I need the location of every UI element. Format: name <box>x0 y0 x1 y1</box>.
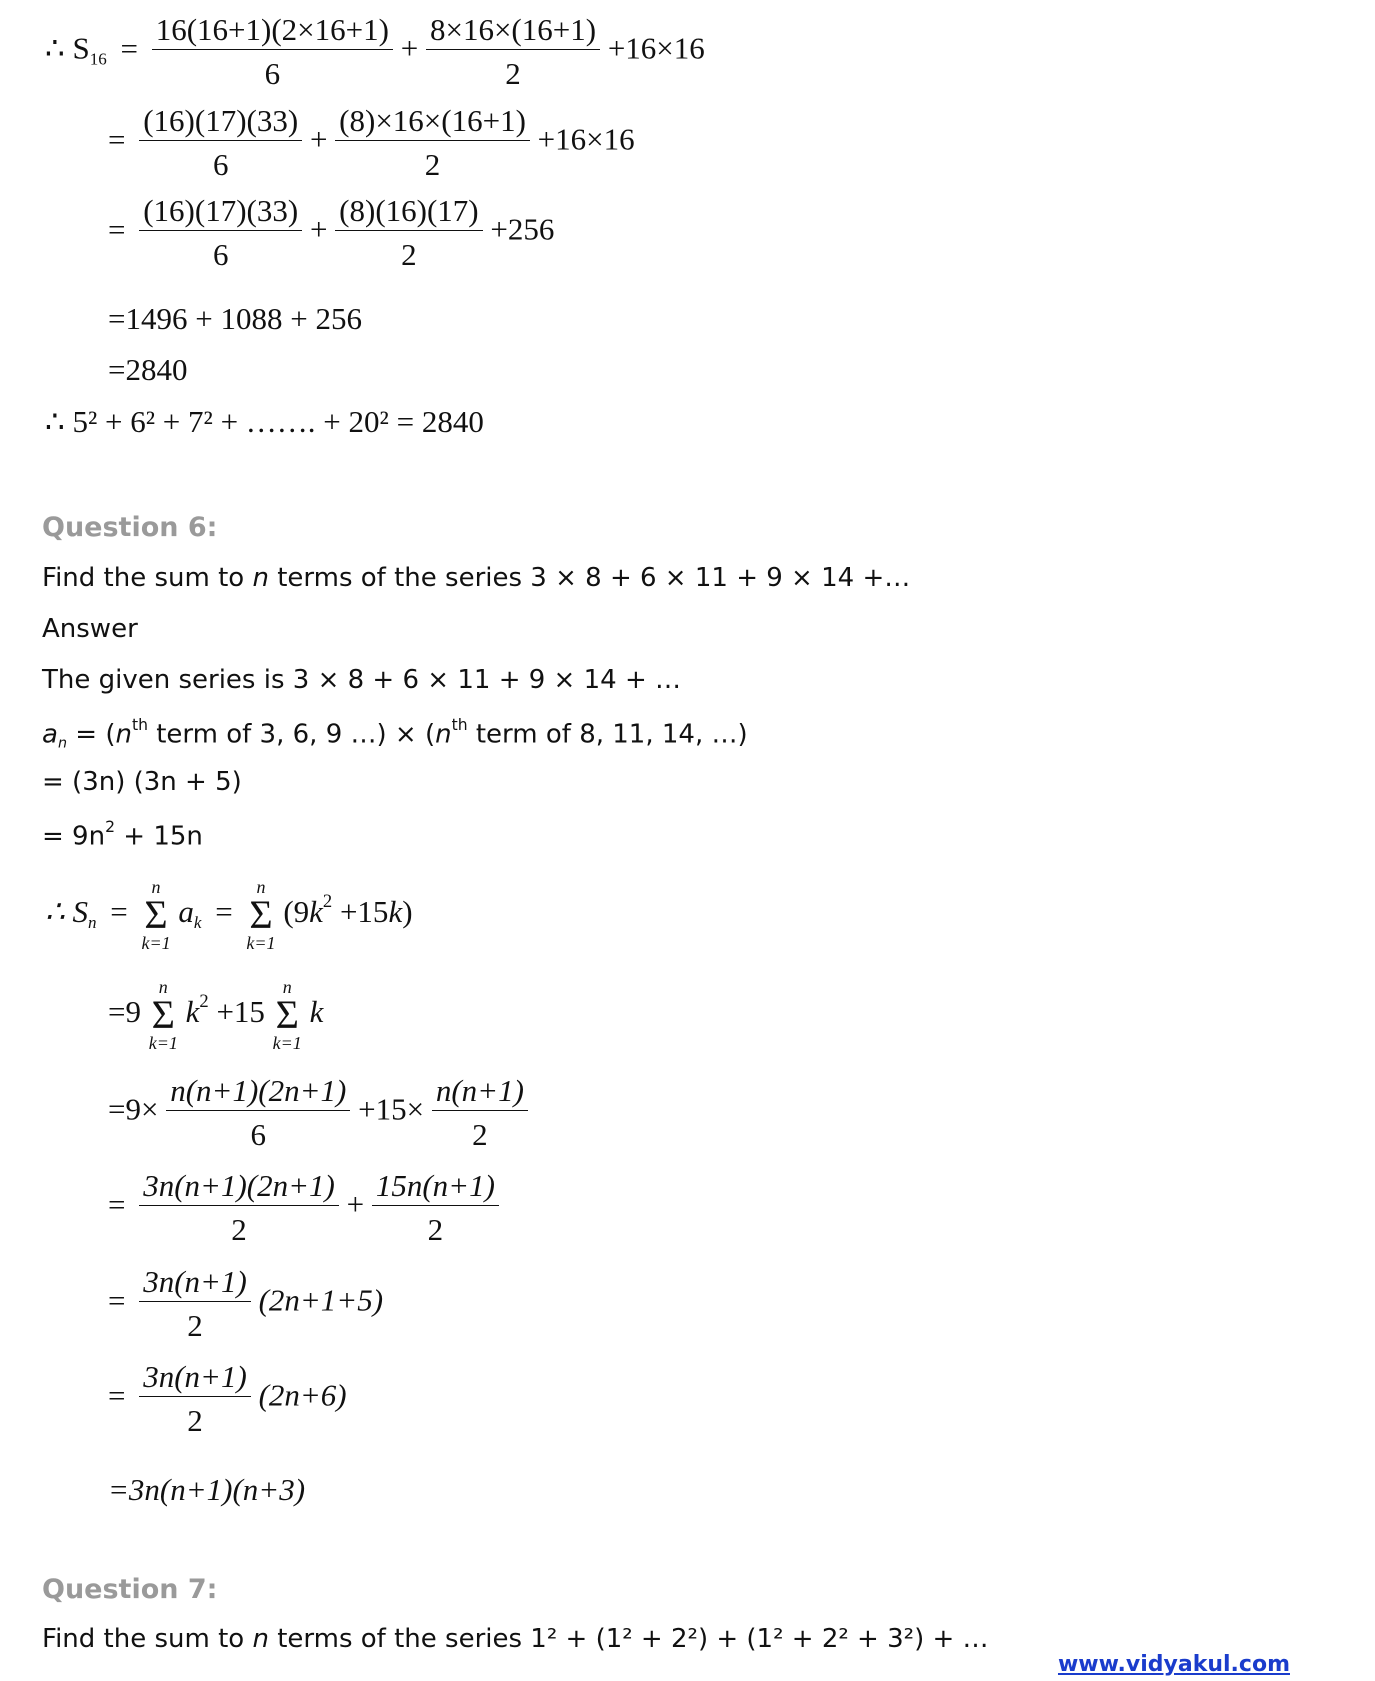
s16-line4: =1496 + 1088 + 256 <box>108 301 362 336</box>
q6-line-9n2: = $9n^2 + 15n$ <box>42 818 203 852</box>
s16-line3: = $\frac{(16)(17)(33)}{6}$ + $\frac{(8)(16)(17)}{2}$ +256 <box>108 193 555 272</box>
q6-problem: Find the sum to n terms of the series 3 × 8 + 6 × 11 + 9 × 14 +… <box>42 563 911 593</box>
s16-line2: = $\frac{(16)(17)(33)}{6}$ + $\frac{(8)\times 16\times(16+1)}{2}$ +16×16 <box>108 103 635 182</box>
s16-frac1: $\frac{16(16+1)(2\times 16+1)}{6}$ <box>152 14 393 89</box>
q6-heading: Question 6: <box>42 512 218 543</box>
q6-sum-line6: = $\frac{3n(n+1)}{2}$ (2n+6) <box>108 1359 347 1438</box>
q6-sum-line1: ∴ $S_n = n$ Σ k=1 $a_k = n$ Σ k=1 $(9k^2 +15k)$ <box>45 877 413 953</box>
q7-heading: Question 7: <box>42 1574 218 1605</box>
q6-answer-label: Answer <box>42 614 138 644</box>
q6-sum-line7: =3n(n+1)(n+3) <box>108 1472 306 1507</box>
s16-l3-frac2: $\frac{(8)(16)(17)}{2}$ <box>335 195 482 270</box>
q6-sum-line2: =9 n Σ k=1 $k^2 +15$ n Σ k=1 k <box>108 977 324 1053</box>
s16-lhs: ∴ S <box>45 30 90 66</box>
q7-problem: Find the sum to n terms of the series 1² + (1² + 2²) + (1² + 2² + 3²) + … <box>42 1624 989 1654</box>
s16-l3-tail: +256 <box>490 211 555 247</box>
sigma-symbol: n Σ k=1 <box>272 977 302 1053</box>
s16-l2-frac2: $\frac{(8)\times 16\times(16+1)}{2}$ <box>335 105 530 180</box>
s16-l2-frac1: $\frac{(16)(17)(33)}{6}$ <box>139 105 302 180</box>
s16-frac2: $\frac{8\times 16\times(16+1)}{2}$ <box>426 14 600 89</box>
q6-line-3n: = (3n) (3n + 5) <box>42 767 242 797</box>
q6-an-line: $a_n = (n^{th}$ term of 3, 6, 9 …) × ($n^{th}$ term of 8, 11, 14, …) <box>42 716 748 752</box>
s16-l3-frac1: $\frac{(16)(17)(33)}{6}$ <box>139 195 302 270</box>
sigma-symbol: n Σ k=1 <box>246 877 276 953</box>
s16-line1: ∴ $S_{16}$ = $\frac{16(16+1)(2\times 16+1)}{6}$ + $\frac{8\times 16\times(16+1)}{2}$ +16×16 <box>45 12 705 91</box>
q6-given: The given series is 3 × 8 + 6 × 11 + 9 × 14 + … <box>42 665 681 695</box>
q6-sum-line5: = $\frac{3n(n+1)}{2}$ (2n+1+5) <box>108 1264 384 1343</box>
s16-tail: +16×16 <box>607 30 705 66</box>
s16-line5: =2840 <box>108 352 188 387</box>
q6-sum-line3: =9× $\frac{n(n+1)(2n+1)}{6}$ +15× $\frac{n(n+1)}{2}$ <box>108 1075 528 1150</box>
s16-sub: 16 <box>89 49 107 69</box>
sigma-symbol: n Σ k=1 <box>141 877 171 953</box>
q6-sum-line4: = $\frac{3n(n+1)(2n+1)}{2}$ + $\frac{15n(n+1)}{2}$ <box>108 1170 499 1245</box>
s16-conclusion: ∴ 5² + 6² + 7² + ……. + 20² = 2840 <box>45 404 484 439</box>
s16-l2-tail: +16×16 <box>537 121 635 157</box>
sigma-symbol: n Σ k=1 <box>148 977 178 1053</box>
footer-link[interactable]: www.vidyakul.com <box>1057 1652 1290 1677</box>
